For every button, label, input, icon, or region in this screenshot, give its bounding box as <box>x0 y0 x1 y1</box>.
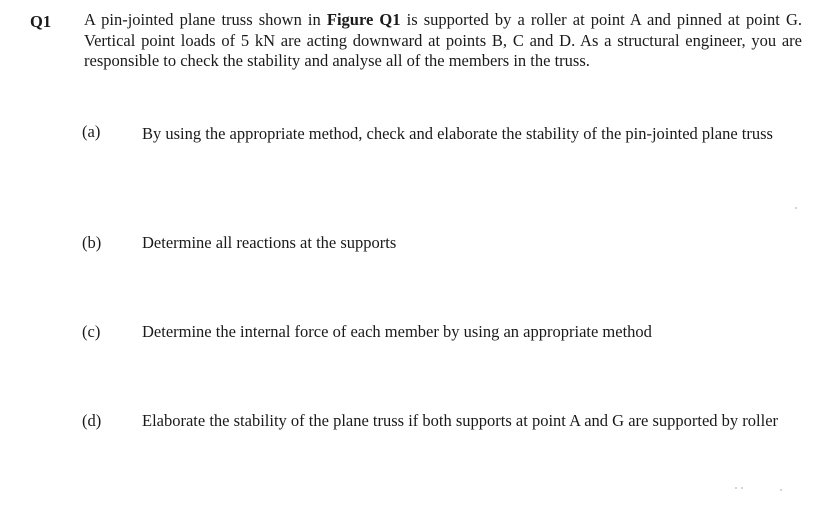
part-d-label: (d) <box>82 411 102 430</box>
intro-text-start: A pin-jointed plane truss shown in <box>84 10 327 29</box>
scan-speck <box>780 489 782 491</box>
scan-speck <box>795 207 797 209</box>
part-c-label: (c) <box>82 322 101 341</box>
part-c-text: Determine the internal force of each member by using an appropriate method <box>142 322 652 341</box>
figure-reference: Figure Q1 <box>326 10 401 29</box>
scan-speck <box>735 487 737 489</box>
part-a-text: By using the appropriate method, check and elaborate the stability of the pin-jointed plane truss <box>142 124 773 143</box>
question-intro <box>84 10 802 72</box>
part-d-text: Elaborate the stability of the plane truss if both supports at point A and G are supported by roller <box>142 411 779 430</box>
scan-speck <box>741 487 743 489</box>
part-b-label: (b) <box>82 233 102 252</box>
part-a-label: (a) <box>82 122 101 141</box>
part-b-text: Determine all reactions at the supports <box>142 233 397 252</box>
question-number: Q1 <box>30 12 52 31</box>
intro-text-end: is supported by a roller at point A and pinned at point G. Vertical point loads of 5 kN are acting downward at points B, C and D. As a structural engineer, you are responsible to check the stability and analyse all of the members in the truss. <box>84 10 803 70</box>
